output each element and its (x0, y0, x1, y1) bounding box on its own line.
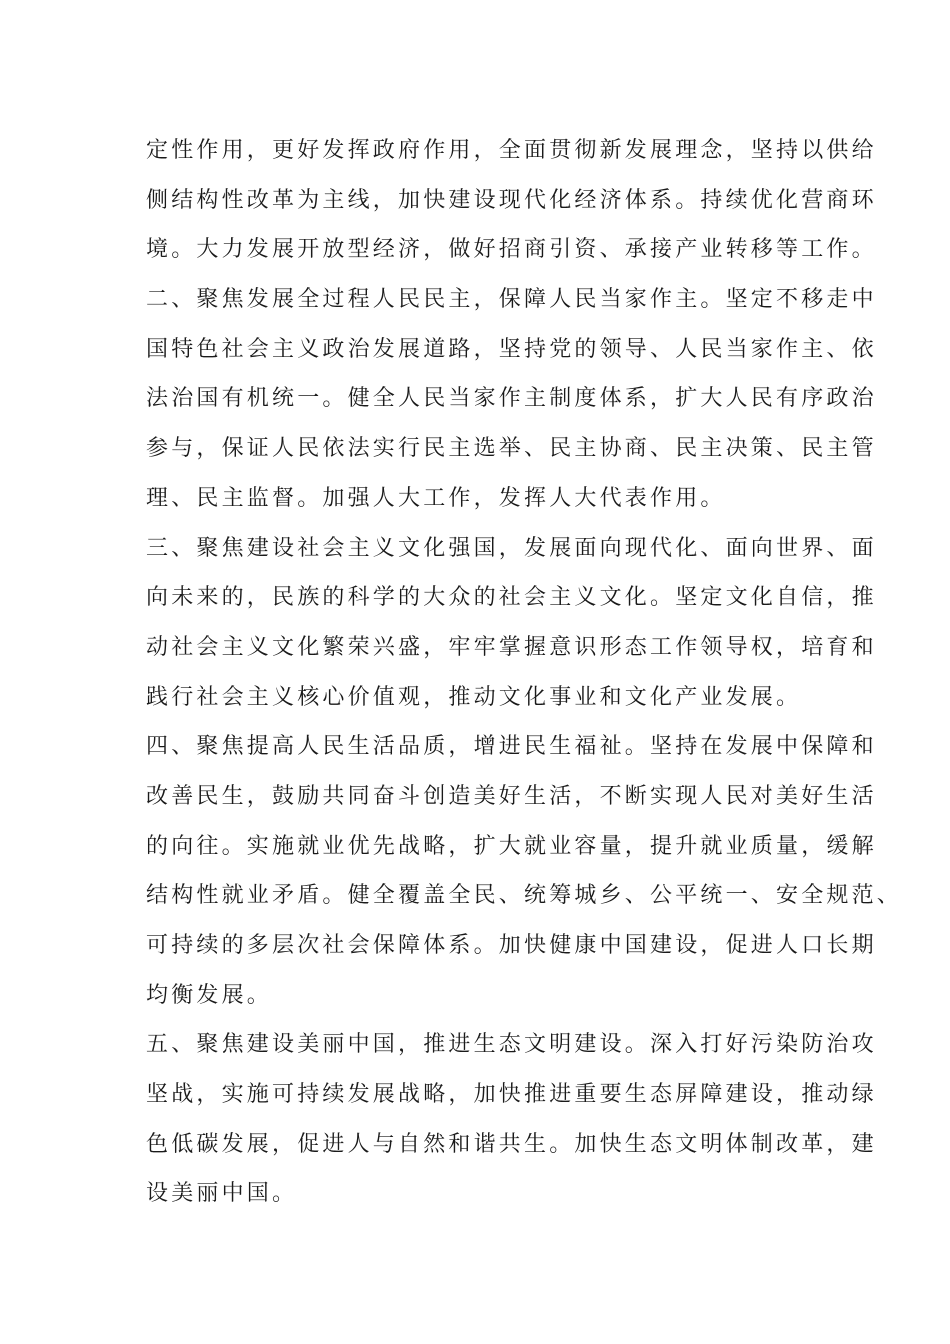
section-four-heading-line: 四、聚焦提高人民生活品质，增进民生福祉。坚持在发展中保障和 (146, 734, 877, 760)
text-line: 参与，保证人民依法实行民主选举、民主协商、民主决策、民主管 (146, 436, 877, 462)
body-text (146, 126, 903, 1219)
section-three-heading-line: 三、聚焦建设社会主义文化强国，发展面向现代化、面向世界、面 (146, 535, 877, 561)
text-line: 国特色社会主义政治发展道路，坚持党的领导、人民当家作主、依 (146, 336, 877, 362)
text-line: 的向往。实施就业优先战略，扩大就业容量，提升就业质量，缓解 (146, 833, 877, 859)
text-line: 设美丽中国。 (146, 1181, 298, 1207)
text-line: 结构性就业矛盾。健全覆盖全民、统筹城乡、公平统一、安全规范、 (146, 883, 903, 909)
text-line: 法治国有机统一。健全人民当家作主制度体系，扩大人民有序政治 (146, 386, 877, 412)
text-line: 可持续的多层次社会保障体系。加快健康中国建设，促进人口长期 (146, 933, 877, 958)
text-line: 均衡发展。 (146, 982, 273, 1008)
section-two-heading-line: 二、聚焦发展全过程人民民主，保障人民当家作主。坚定不移走中 (146, 287, 877, 313)
text-line: 定性作用，更好发挥政府作用，全面贯彻新发展理念，坚持以供给 (146, 138, 877, 163)
text-line: 向未来的，民族的科学的大众的社会主义文化。坚定文化自信，推 (146, 585, 877, 611)
text-line: 动社会主义文化繁荣兴盛，牢牢掌握意识形态工作领导权，培育和 (146, 634, 877, 660)
text-line: 理、民主监督。加强人大工作，发挥人大代表作用。 (146, 485, 726, 511)
text-line: 改善民生，鼓励共同奋斗创造美好生活，不断实现人民对美好生活 (146, 783, 877, 809)
text-line: 坚战，实施可持续发展战略，加快推进重要生态屏障建设，推动绿 (146, 1082, 877, 1108)
text-line: 侧结构性改革为主线，加快建设现代化经济体系。持续优化营商环 (146, 187, 877, 213)
section-five-heading-line: 五、聚焦建设美丽中国，推进生态文明建设。深入打好污染防治攻 (146, 1032, 877, 1058)
text-line: 境。大力发展开放型经济，做好招商引资、承接产业转移等工作。 (146, 237, 877, 263)
text-line: 践行社会主义核心价值观，推动文化事业和文化产业发展。 (146, 684, 802, 710)
text-line: 色低碳发展，促进人与自然和谐共生。加快生态文明体制改革，建 (146, 1131, 877, 1157)
